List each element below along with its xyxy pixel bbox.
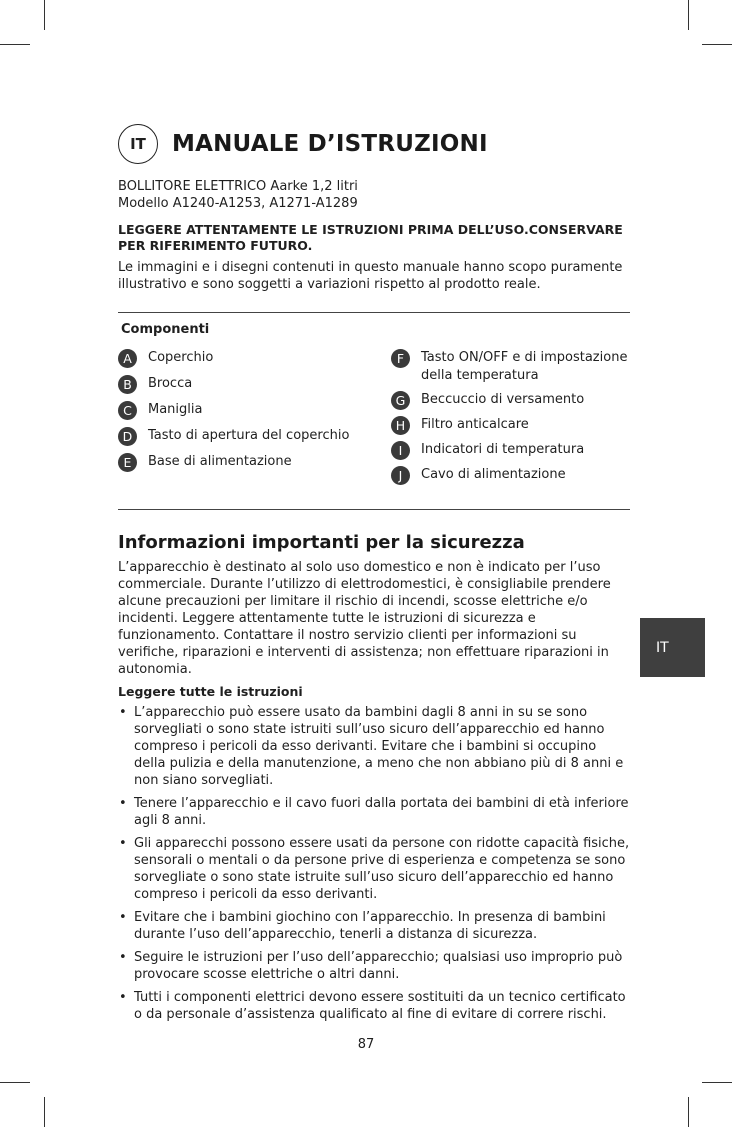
language-badge: IT [118, 124, 158, 164]
letter-badge: D [118, 427, 137, 446]
component-label: Brocca [148, 376, 193, 391]
component-item [118, 453, 368, 472]
crop-mark [702, 1082, 732, 1083]
product-info [118, 178, 630, 212]
component-item [118, 375, 368, 394]
safety-bullets [118, 704, 630, 1029]
letter-badge: H [391, 416, 410, 435]
component-label: Base di alimentazione [148, 454, 292, 469]
component-item [118, 427, 368, 446]
letter-badge: A [118, 349, 137, 368]
list-item: • Tutti i componenti elettrici devono essere sostituiti da un tecnico certificato o da personale d’assistenza qualificato al fine di evitare di correre rischi. [118, 989, 630, 1023]
product-name: BOLLITORE ELETTRICO Aarke 1,2 litri [118, 179, 358, 194]
list-item: • Gli apparecchi possono essere usati da persone con ridotte capacità fisiche, sensorali o mentali o da persone prive di esperienza e competenza se sono sorvegliate o sono state istruite sull’uso sicuro dell’apparecchio ed hanno compreso i pericoli da esso derivanti. [118, 835, 630, 903]
safety-title: Informazioni importanti per la sicurezza [118, 532, 525, 553]
component-label: Maniglia [148, 402, 203, 417]
crop-mark [688, 0, 689, 30]
letter-badge: I [391, 441, 410, 460]
safety-intro: L’apparecchio è destinato al solo uso domestico e non è indicato per l’uso commerciale. Durante l’utilizzo di elettrodomestici, è consigliabile prendere alcune precauzioni per limitare il rischio di incendi, scosse elettriche e/o incidenti. Leggere attentamente tutte le istruzioni di sicurezza e funzionamento. Contattare il nostro servizio clienti per informazioni su verifiche, riparazioni e interventi di assistenza; non effettuare riparazioni in autonomia. [118, 560, 611, 677]
divider [118, 312, 630, 313]
letter-badge: E [118, 453, 137, 472]
list-item: • Seguire le istruzioni per l’uso dell’apparecchio; qualsiasi uso improprio può provocare scosse elettriche o altri danni. [118, 949, 630, 983]
component-label: Tasto di apertura del coperchio [148, 428, 350, 443]
component-item [118, 349, 368, 368]
product-models: Modello A1240-A1253, A1271-A1289 [118, 196, 358, 211]
crop-mark [44, 1097, 45, 1127]
warning-text: LEGGERE ATTENTAMENTE LE ISTRUZIONI PRIMA DELL’USO.CONSERVARE PER RIFERIMENTO FUTURO. [118, 222, 623, 253]
component-item [391, 441, 636, 460]
components-title: Componenti [121, 322, 210, 337]
component-item [391, 349, 636, 385]
list-item: • Tenere l’apparecchio e il cavo fuori dalla portata dei bambini di età inferiore agli 8 anni. [118, 795, 630, 829]
divider [118, 509, 630, 510]
safety-subheading: Leggere tutte le istruzioni [118, 684, 303, 699]
page-header [118, 124, 488, 164]
component-label: Beccuccio di versamento [421, 392, 585, 407]
disclaimer-text: Le immagini e i disegni contenuti in questo manuale hanno scopo puramente illustrativo e sono soggetti a variazioni rispetto al prodotto reale. [118, 260, 623, 292]
component-label: Tasto ON/OFF e di impostazione della temperatura [421, 350, 628, 383]
letter-badge: C [118, 401, 137, 420]
crop-mark [702, 44, 732, 45]
components-list-left [118, 349, 368, 479]
component-label: Coperchio [148, 350, 214, 365]
component-label: Filtro anticalcare [421, 417, 529, 432]
crop-mark [0, 44, 30, 45]
component-item [118, 401, 368, 420]
component-label: Cavo di alimentazione [421, 467, 566, 482]
page-title: MANUALE D’ISTRUZIONI [172, 131, 488, 157]
list-item: • L’apparecchio può essere usato da bambini dagli 8 anni in su se sono sorvegliati o sono state istruiti sull’uso sicuro dell’apparecchio ed hanno compreso i pericoli da esso derivanti. Evitare che i bambini si occupino della pulizia e della manutenzione, a meno che non abbiano più di 8 anni e non siano sorvegliati. [118, 704, 630, 789]
language-side-tab: IT [640, 618, 705, 677]
letter-badge: G [391, 391, 410, 410]
component-item [391, 391, 636, 410]
components-list-right [391, 349, 636, 491]
crop-mark [0, 1082, 30, 1083]
crop-mark [44, 0, 45, 30]
page-number: 87 [357, 1037, 375, 1052]
list-item: • Evitare che i bambini giochino con l’apparecchio. In presenza di bambini durante l’uso dell’apparecchio, tenerli a distanza di sicurezza. [118, 909, 630, 943]
component-item [391, 416, 636, 435]
letter-badge: F [391, 349, 410, 368]
letter-badge: B [118, 375, 137, 394]
component-label: Indicatori di temperatura [421, 442, 585, 457]
letter-badge: J [391, 466, 410, 485]
component-item [391, 466, 636, 485]
crop-mark [688, 1097, 689, 1127]
